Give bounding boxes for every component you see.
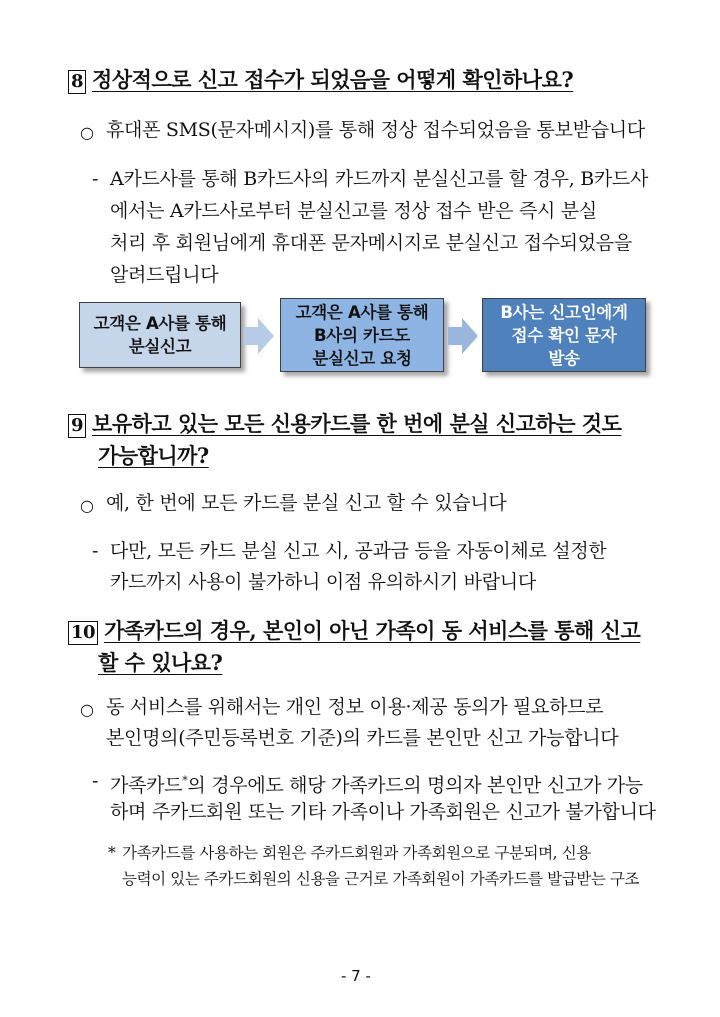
- answer-10-line: 본인명의(주민등록번호 기준)의 카드를 본인만 신고 가능합니다: [106, 727, 619, 749]
- dash-bullet: -: [92, 168, 99, 190]
- footnote-asterisk: *: [108, 844, 116, 862]
- question-9-heading-continued: [98, 440, 209, 470]
- answer-8-detail-line: A카드사를 통해 B카드사의 카드까지 분실신고를 할 경우, B카드사: [110, 168, 649, 190]
- footnote-line: 능력이 있는 주카드회원의 신용을 근거로 가족회원이 가족카드를 발급받는 구조: [122, 870, 640, 888]
- answer-8: 휴대폰 SMS(문자메시지)를 통해 정상 접수되었음을 통보받습니다: [106, 119, 645, 141]
- footnote-line: 가족카드를 사용하는 회원은 주카드회원과 가족회원으로 구분되며, 신용: [122, 844, 591, 862]
- question-number-box: 10: [68, 621, 98, 645]
- answer-8-detail-line: 알려드립니다: [110, 264, 219, 286]
- answer-10-line: 동 서비스를 위해서는 개인 정보 이용·제공 동의가 필요하므로: [106, 696, 604, 718]
- answer-10-detail-text: 의 경우에도 해당 가족카드의 명의자 본인만 신고가 가능: [187, 774, 643, 797]
- question-number-box: 8: [68, 70, 86, 94]
- answer-9-detail-line: 다만, 모든 카드 분실 신고 시, 공과금 등을 자동이체로 설정한: [110, 540, 607, 562]
- dash-bullet: -: [92, 770, 99, 792]
- circle-bullet-icon: ○: [80, 700, 94, 719]
- answer-8-detail-line: 에서는 A카드사로부터 분실신고를 정상 접수 받은 즉시 분실: [110, 200, 597, 222]
- flow-step-3-line: 발송: [548, 348, 580, 368]
- family-card-term: 가족카드: [110, 774, 183, 797]
- answer-9-detail-line: 카드까지 사용이 불가하니 이점 유의하시기 바랍니다: [110, 571, 536, 593]
- question-8-heading: [68, 64, 573, 94]
- flow-step-3-line: B사는 신고인에게: [500, 302, 628, 322]
- question-9-heading: [68, 408, 621, 438]
- flow-step-1-line: 고객은 A사를 통해: [93, 314, 227, 333]
- dash-bullet: -: [92, 540, 99, 562]
- circle-bullet-icon: ○: [80, 496, 94, 515]
- question-10-heading: [68, 615, 640, 645]
- question-number-box: 9: [68, 414, 86, 438]
- page-number: - 7 -: [341, 967, 371, 985]
- circle-bullet-icon: ○: [80, 123, 94, 142]
- flow-step-1-line: 분실신고: [128, 337, 192, 356]
- flow-step-2-line: 고객은 A사를 통해: [295, 302, 429, 322]
- question-10-title-line: 가족카드의 경우, 본인이 아닌 가족이 동 서비스를 통해 신고: [104, 618, 641, 643]
- flow-step-2-line: 분실신고 요청: [312, 348, 412, 368]
- footnote-marker: *: [182, 774, 188, 787]
- question-8-title: 정상적으로 신고 접수가 되었음을 어떻게 확인하나요?: [92, 67, 574, 92]
- flow-step-2-line: B사의 카드도: [314, 325, 410, 345]
- answer-8-detail-line: 처리 후 회원님에게 휴대폰 문자메시지로 분실신고 접수되었음을: [110, 232, 632, 254]
- answer-9: 예, 한 번에 모든 카드를 분실 신고 할 수 있습니다: [106, 492, 507, 514]
- right-arrow-icon: [448, 318, 478, 354]
- question-9-title-line: 가능합니까?: [98, 443, 209, 468]
- question-9-title-line: 보유하고 있는 모든 신용카드를 한 번에 분실 신고하는 것도: [92, 411, 622, 436]
- question-10-title-line: 할 수 있나요?: [98, 650, 223, 675]
- flow-step-2: [280, 298, 444, 372]
- right-arrow-icon: [244, 318, 274, 354]
- answer-10-detail-line: 하며 주카드회원 또는 기타 가족이나 가족회원은 신고가 불가합니다: [110, 801, 656, 823]
- flow-step-3-line: 접수 확인 문자: [511, 325, 617, 345]
- flow-step-3: [482, 298, 646, 372]
- flow-step-1: [79, 302, 241, 368]
- question-10-heading-continued: [98, 647, 222, 677]
